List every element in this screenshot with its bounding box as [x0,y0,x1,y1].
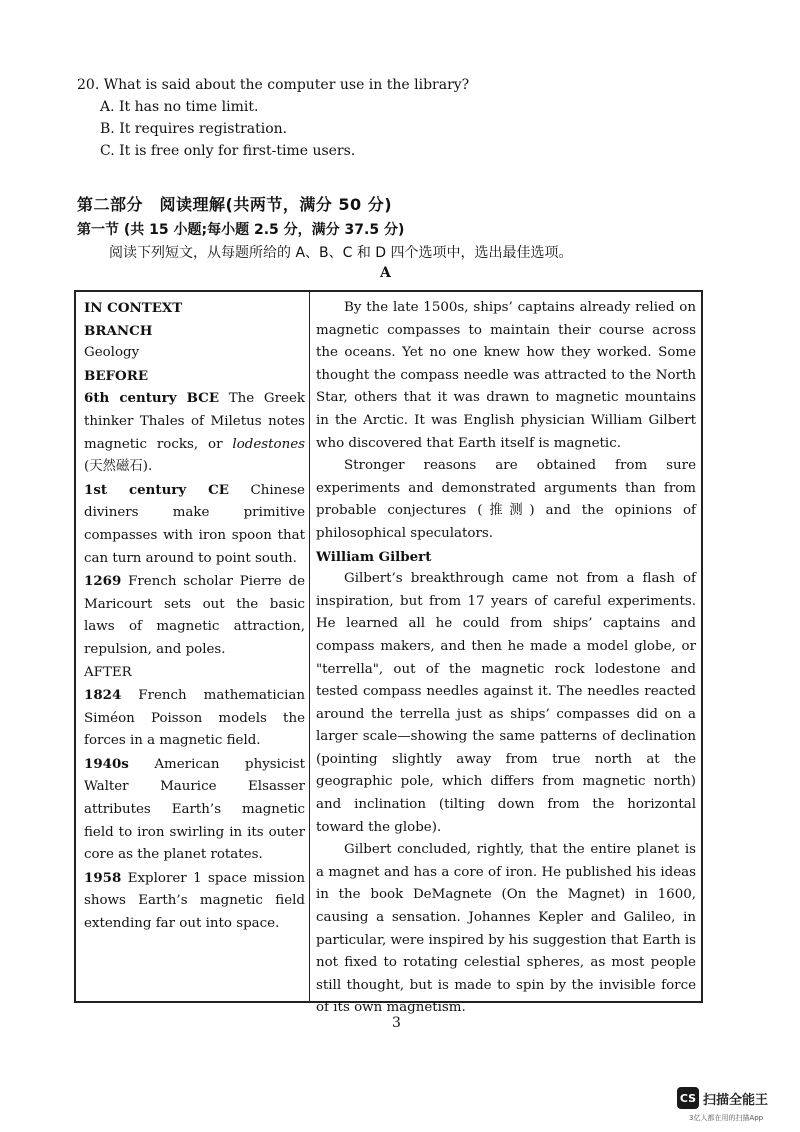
quote-text: Stronger reasons are obtained from sure experiments and demonstrated arguments than from probable conjectures (推测) and the opinions of philosophical speculators. [316,458,696,541]
timeline-item: 1824 French mathematician Siméon Poisson models the forces in a magnetic field. [84,687,305,749]
branch-label: BRANCH [84,322,153,339]
article-paragraph: By the late 1500s, ships’ captains already relied on magnetic compasses to maintain their course across the oceans. Yet no one knew how they worked. Some thought the compass needle was attracted to the North Star, others that it was drawn to magnetic mountains in the Arctic. It was English physician William Gilbert who discovered that Earth itself is magnetic. [316,300,696,451]
article-paragraph: Gilbert concluded, rightly, that the entire planet is a magnet and has a core of iron. He published his ideas in the book DeMagnete (On the Magnet) in 1600, causing a sensation. Johannes Kepler and Galileo, in particular, were inspired by his suggestion that Earth is not fixed to rotating celestial spheres, as most people still thought, but is made to spin by the invisible force of its own magnetism. [316,842,696,1016]
timeline-item: 1940s American physicist Walter Maurice Elsasser attributes Earth’s magnetic field to iron swirling in its outer core as the planet rotates. [84,755,305,863]
option-a: A. It has no time limit. [100,99,259,115]
page-number: 3 [392,1015,401,1031]
option-b: B. It requires registration. [100,121,288,137]
watermark-name: 扫描全能王 [703,1092,769,1108]
timeline-date: 1940s [84,755,129,772]
quote-author: William Gilbert [316,548,432,565]
section-title: 第二部分 阅读理解(共两节，满分 50 分) [77,195,393,214]
timeline-date: 6th century BCE [84,390,220,407]
question-20 [77,74,469,162]
timeline-date: 1st century CE [84,481,229,498]
context-column [76,292,310,1001]
timeline-item: 1st century CE Chinese diviners make primitive compasses with iron spoon that can turn around to point south. [84,481,305,566]
scanner-watermark [677,1087,768,1109]
watermark-tagline: 3亿人都在用的扫描App [689,1114,764,1122]
in-context-heading: IN CONTEXT [84,300,183,316]
timeline-date: 1824 [84,687,122,704]
passage-label: A [380,265,391,281]
before-label: BEFORE [84,367,149,384]
question-stem: 20. What is said about the computer use in the library? [77,77,470,93]
timeline-item: 1269 French scholar Pierre de Maricourt sets out the basic laws of magnetic attraction, repulsion, and poles. [84,573,305,657]
timeline-item: 6th century BCE The Greek thinker Thales of Miletus notes magnetic rocks, or lodestones (天然磁石). [84,390,305,475]
instruction: 阅读下列短文，从每题所给的 A、B、C 和 D 四个选项中，选出最佳选项。 [109,245,573,261]
passage-table [74,290,703,1016]
cs-logo-icon: CS [677,1087,699,1109]
subsection-title: 第一节 (共 15 小题;每小题 2.5 分，满分 37.5 分) [77,222,405,238]
branch-value: Geology [84,345,140,361]
article-column [310,292,701,1016]
article-paragraph: Gilbert’s breakthrough came not from a flash of inspiration, but from 17 years of careful experiments. He learned all he could from ships’ captains and compass makers, and then he made a model globe, or "terrella", out of the magnetic rock lodestone and tested compass needles against it. The needles reacted around the terrella just as ships’ compasses did on a larger scale—showing the same patterns of declination (pointing slightly away from true north at the geographic pole, which differs from magnetic north) and inclination (tilting down from the horizontal toward the globe). [316,571,696,835]
timeline-date: 1958 [84,869,122,886]
option-c: C. It is free only for first-time users. [100,143,356,159]
after-label: AFTER [84,664,132,680]
timeline-date: 1269 [84,573,122,590]
timeline-item: 1958 Explorer 1 space mission shows Earth’s magnetic field extending far out into space. [84,869,305,932]
